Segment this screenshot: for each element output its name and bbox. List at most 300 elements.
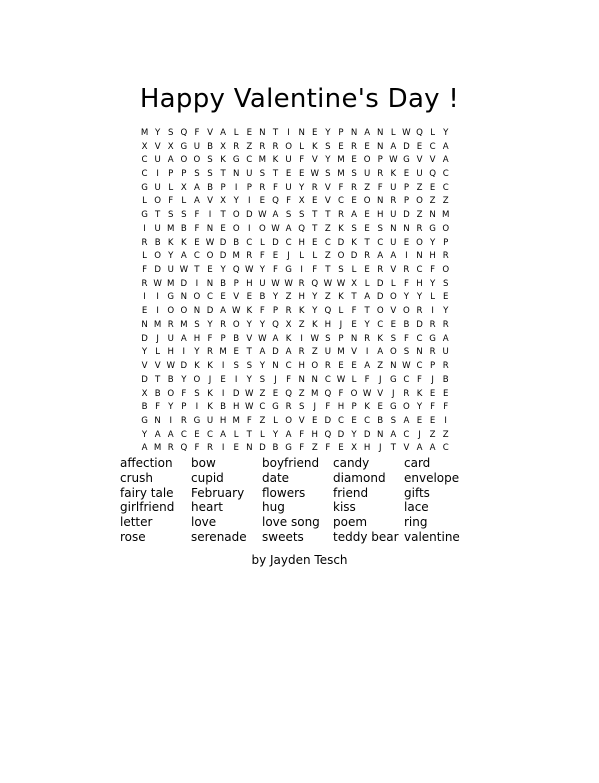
grid-letter: U — [206, 415, 214, 426]
grid-letter: N — [206, 278, 214, 289]
grid-letter: T — [246, 429, 252, 440]
grid-letter: Y — [259, 319, 266, 330]
grid-letter: L — [430, 127, 435, 138]
word-list-item: poem — [333, 515, 368, 530]
word-list-item: bow — [191, 456, 216, 470]
grid-letter: S — [194, 388, 200, 399]
grid-letter: V — [207, 196, 213, 207]
grid-letter: Y — [181, 374, 187, 385]
grid-letter: G — [285, 265, 292, 276]
grid-letter: F — [273, 182, 278, 193]
grid-letter: O — [389, 347, 397, 358]
grid-letter: J — [392, 388, 395, 399]
grid-row — [138, 291, 452, 305]
grid-letter: B — [272, 443, 279, 454]
grid-letter: L — [259, 237, 265, 248]
grid-letter: O — [232, 319, 240, 330]
grid-letter: N — [311, 374, 318, 385]
grid-letter: W — [245, 265, 254, 276]
grid-letter: W — [310, 333, 320, 344]
grid-letter: J — [313, 402, 317, 413]
grid-letter: K — [390, 169, 397, 180]
grid-row — [138, 195, 452, 209]
grid-letter: R — [259, 141, 266, 152]
grid-letter: N — [377, 127, 384, 138]
grid-letter: I — [221, 443, 225, 454]
grid-letter: N — [298, 374, 305, 385]
grid-letter: Z — [324, 251, 331, 262]
grid-letter: O — [167, 388, 175, 399]
grid-letter: A — [364, 127, 371, 138]
grid-letter: E — [246, 127, 253, 138]
grid-letter: C — [337, 196, 344, 207]
grid-letter: U — [285, 182, 292, 193]
grid-letter: E — [442, 388, 449, 399]
grid-letter: R — [377, 169, 384, 180]
grid-letter: S — [325, 141, 331, 152]
grid-letter: Y — [312, 292, 318, 303]
grid-letter: L — [233, 429, 239, 440]
grid-letter: F — [194, 210, 200, 221]
grid-letter: Y — [443, 127, 449, 138]
grid-letter: F — [325, 443, 331, 454]
grid-letter: X — [220, 196, 227, 207]
grid-letter: A — [180, 333, 187, 344]
grid-letter: F — [259, 306, 265, 317]
grid-letter: U — [167, 333, 174, 344]
grid-letter: C — [416, 265, 423, 276]
grid-letter: F — [403, 333, 409, 344]
grid-letter: L — [259, 429, 265, 440]
grid-letter: E — [351, 319, 357, 330]
grid-letter: O — [350, 388, 358, 399]
grid-letter: E — [403, 237, 410, 248]
grid-letter: I — [287, 127, 290, 138]
grid-letter: Y — [325, 127, 331, 138]
grid-letter: N — [141, 319, 148, 330]
grid-letter: R — [259, 182, 266, 193]
grid-letter: Z — [324, 292, 331, 303]
grid-letter: A — [167, 429, 174, 440]
grid-letter: Q — [272, 196, 279, 207]
grid-letter: Y — [312, 306, 318, 317]
grid-letter: C — [193, 251, 200, 262]
grid-letter: N — [246, 443, 253, 454]
grid-letter: E — [429, 415, 436, 426]
grid-letter: O — [285, 415, 292, 426]
grid-letter: G — [272, 402, 279, 413]
grid-letter: R — [324, 361, 331, 372]
grid-letter: Y — [351, 429, 357, 440]
grid-letter: E — [194, 237, 200, 248]
grid-letter: L — [181, 196, 187, 207]
grid-letter: R — [442, 319, 449, 330]
grid-letter: H — [219, 415, 227, 426]
word-list-item: flowers — [262, 485, 306, 500]
grid-letter: B — [141, 402, 148, 413]
grid-letter: E — [416, 415, 423, 426]
grid-letter: E — [220, 374, 226, 385]
grid-letter: F — [286, 196, 292, 207]
grid-letter: O — [154, 196, 162, 207]
grid-letter: W — [179, 265, 189, 276]
grid-letter: C — [141, 155, 148, 166]
grid-letter: Q — [272, 319, 279, 330]
grid-letter: O — [232, 210, 240, 221]
grid-letter: M — [140, 127, 149, 138]
grid-letter: O — [206, 251, 214, 262]
grid-letter: C — [259, 402, 266, 413]
grid-letter: L — [155, 347, 161, 358]
grid-letter: W — [258, 210, 267, 221]
grid-letter: H — [246, 278, 253, 289]
grid-letter: E — [259, 196, 266, 207]
grid-letter: W — [231, 306, 241, 317]
grid-letter: R — [416, 306, 423, 317]
grid-letter: D — [219, 251, 227, 262]
grid-letter: P — [181, 402, 187, 413]
grid-letter: Z — [416, 210, 423, 221]
grid-letter: K — [207, 388, 213, 399]
grid-letter: C — [207, 292, 214, 303]
grid-letter: J — [431, 374, 434, 385]
grid-letter: D — [219, 237, 227, 248]
grid-letter: E — [312, 196, 318, 207]
grid-letter: Y — [299, 182, 305, 193]
grid-letter: F — [430, 265, 436, 276]
grid-letter: H — [363, 443, 371, 454]
grid-letter: E — [364, 210, 370, 221]
grid-letter: E — [364, 265, 370, 276]
grid-letter: R — [442, 361, 449, 372]
grid-row — [138, 263, 452, 277]
grid-letter: U — [285, 155, 292, 166]
grid-letter: L — [299, 251, 305, 262]
grid-letter: A — [220, 127, 227, 138]
grid-letter: E — [298, 169, 305, 180]
grid-letter: R — [298, 347, 305, 358]
grid-letter: L — [364, 278, 370, 289]
grid-letter: N — [154, 415, 161, 426]
grid-letter: Y — [246, 319, 252, 330]
grid-letter: U — [390, 237, 397, 248]
grid-letter: V — [416, 155, 423, 166]
grid-letter: R — [141, 278, 148, 289]
grid-letter: R — [246, 251, 253, 262]
grid-letter: R — [351, 182, 358, 193]
grid-letter: E — [364, 141, 370, 152]
grid-letter: R — [337, 210, 344, 221]
grid-letter: T — [220, 210, 226, 221]
grid-letter: Y — [233, 196, 239, 207]
grid-letter: A — [364, 361, 371, 372]
grid-letter: U — [259, 278, 266, 289]
grid-row — [138, 304, 452, 318]
grid-letter: X — [285, 319, 292, 330]
grid-letter: C — [246, 237, 253, 248]
grid-letter: M — [337, 347, 345, 358]
word-list-item: diamond — [333, 470, 386, 485]
grid-letter: H — [232, 402, 240, 413]
grid-letter: W — [245, 402, 254, 413]
grid-letter: V — [207, 127, 213, 138]
grid-letter: Z — [442, 196, 449, 207]
grid-letter: C — [246, 155, 253, 166]
grid-letter: F — [142, 265, 148, 276]
grid-letter: W — [362, 388, 372, 399]
grid-letter: Z — [285, 292, 292, 303]
grid-letter: B — [207, 141, 213, 152]
grid-letter: G — [232, 155, 240, 166]
grid-letter: O — [416, 237, 423, 248]
author-byline: by Jayden Tesch — [251, 553, 348, 567]
grid-letter: U — [154, 223, 161, 234]
grid-letter: Q — [324, 388, 332, 399]
grid-letter: B — [403, 319, 410, 330]
grid-letter: V — [233, 292, 240, 303]
grid-row — [138, 428, 452, 442]
grid-letter: Z — [246, 141, 253, 152]
grid-letter: V — [429, 155, 436, 166]
grid-letter: V — [403, 443, 410, 454]
grid-row — [138, 332, 452, 346]
grid-letter: Z — [364, 182, 371, 193]
grid-letter: K — [338, 223, 344, 234]
grid-letter: J — [287, 251, 290, 262]
grid-letter: I — [182, 347, 186, 358]
grid-letter: F — [312, 265, 318, 276]
grid-letter: G — [429, 223, 436, 234]
grid-letter: A — [429, 443, 436, 454]
grid-letter: W — [336, 278, 346, 289]
grid-letter: V — [390, 306, 397, 317]
grid-letter: F — [443, 402, 449, 413]
grid-letter: U — [154, 155, 161, 166]
grid-letter: P — [168, 169, 174, 180]
grid-letter: P — [233, 278, 239, 289]
grid-letter: E — [285, 169, 292, 180]
grid-row — [138, 400, 452, 414]
grid-letter: P — [443, 237, 449, 248]
word-list-item: letter — [120, 515, 153, 530]
grid-letter: U — [390, 182, 397, 193]
word-list-item: love — [191, 515, 217, 530]
grid-letter: H — [311, 429, 318, 440]
grid-letter: V — [324, 182, 331, 193]
grid-letter: N — [390, 361, 397, 372]
grid-letter: O — [363, 155, 371, 166]
grid-letter: C — [337, 415, 344, 426]
grid-letter: O — [442, 265, 450, 276]
grid-letter: N — [272, 361, 279, 372]
grid-letter: P — [403, 182, 410, 193]
grid-letter: Z — [429, 196, 436, 207]
grid-letter: L — [390, 127, 396, 138]
grid-letter: E — [207, 265, 213, 276]
grid-letter: K — [298, 306, 305, 317]
grid-letter: I — [444, 415, 447, 426]
grid-letter: L — [338, 306, 344, 317]
grid-letter: D — [337, 237, 345, 248]
grid-letter: E — [233, 443, 239, 454]
grid-letter: Y — [141, 347, 148, 358]
grid-letter: V — [154, 361, 161, 372]
grid-letter: V — [390, 265, 397, 276]
grid-letter: A — [285, 347, 292, 358]
grid-letter: V — [141, 361, 148, 372]
grid-letter: Q — [180, 443, 188, 454]
grid-letter: A — [390, 141, 397, 152]
grid-letter: U — [167, 265, 174, 276]
grid-letter: C — [442, 169, 449, 180]
grid-letter: E — [272, 388, 279, 399]
grid-letter: L — [299, 141, 305, 152]
grid-letter: O — [416, 196, 423, 207]
grid-letter: E — [141, 306, 148, 317]
grid-letter: N — [350, 127, 358, 138]
grid-letter: K — [272, 155, 279, 166]
grid-letter: I — [208, 210, 212, 221]
grid-letter: E — [233, 347, 239, 358]
grid-letter: P — [220, 182, 226, 193]
grid-letter: Y — [416, 292, 423, 303]
word-list-item: girlfriend — [120, 500, 175, 515]
grid-letter: K — [311, 141, 318, 152]
grid-letter: E — [351, 155, 357, 166]
grid-row — [138, 277, 452, 291]
grid-letter: S — [194, 169, 200, 180]
grid-letter: S — [168, 210, 174, 221]
grid-letter: Y — [246, 374, 252, 385]
grid-letter: R — [403, 265, 410, 276]
grid-letter: S — [207, 169, 213, 180]
grid-letter: F — [168, 196, 174, 207]
grid-letter: F — [155, 402, 161, 413]
grid-letter: H — [337, 402, 345, 413]
grid-letter: N — [429, 210, 436, 221]
grid-letter: G — [389, 374, 397, 385]
grid-letter: W — [271, 223, 280, 234]
grid-row — [138, 222, 452, 236]
grid-letter: N — [259, 127, 266, 138]
grid-letter: K — [351, 237, 357, 248]
grid-letter: H — [416, 278, 423, 289]
grid-letter: D — [350, 251, 358, 262]
grid-letter: W — [336, 374, 346, 385]
grid-letter: A — [220, 306, 227, 317]
grid-letter: G — [403, 155, 410, 166]
grid-letter: C — [324, 237, 331, 248]
grid-letter: P — [351, 402, 357, 413]
grid-letter: L — [142, 251, 147, 262]
grid-letter: D — [141, 333, 148, 344]
grid-letter: R — [141, 237, 148, 248]
grid-letter: D — [245, 210, 253, 221]
grid-letter: E — [338, 443, 344, 454]
grid-letter: O — [193, 374, 201, 385]
grid-letter: S — [338, 265, 344, 276]
grid-letter: T — [155, 374, 161, 385]
grid-letter: F — [286, 374, 292, 385]
grid-letter: S — [259, 169, 266, 180]
grid-letter: E — [220, 223, 226, 234]
grid-letter: D — [141, 374, 148, 385]
grid-letter: A — [285, 429, 292, 440]
grid-letter: E — [377, 402, 383, 413]
word-list-item: serenade — [191, 529, 247, 544]
grid-letter: D — [416, 319, 423, 330]
grid-letter: C — [207, 429, 214, 440]
grid-letter: F — [181, 388, 187, 399]
grid-letter: N — [416, 251, 423, 262]
grid-letter: E — [338, 361, 344, 372]
grid-letter: T — [220, 169, 226, 180]
grid-letter: D — [206, 306, 214, 317]
grid-letter: D — [180, 361, 188, 372]
grid-letter: H — [167, 347, 174, 358]
grid-letter: M — [167, 223, 175, 234]
grid-letter: V — [351, 347, 357, 358]
grid-letter: L — [351, 374, 357, 385]
word-list-item: ring — [404, 515, 428, 530]
grid-letter: E — [220, 292, 226, 303]
grid-letter: A — [167, 155, 174, 166]
word-list-item: fairy tale — [120, 485, 174, 500]
grid-letter: X — [220, 141, 227, 152]
grid-letter: L — [273, 415, 278, 426]
grid-letter: Z — [311, 443, 318, 454]
grid-letter: W — [205, 237, 215, 248]
grid-letter: A — [154, 429, 161, 440]
grid-letter: D — [272, 237, 279, 248]
grid-letter: D — [232, 388, 240, 399]
grid-letter: R — [429, 347, 436, 358]
grid-letter: R — [351, 141, 358, 152]
grid-letter: A — [377, 251, 384, 262]
grid-letter: O — [389, 292, 397, 303]
grid-letter: M — [232, 251, 240, 262]
grid-letter: R — [285, 402, 292, 413]
grid-letter: N — [206, 223, 214, 234]
grid-letter: E — [194, 429, 200, 440]
grid-letter: Y — [403, 292, 410, 303]
grid-letter: K — [285, 333, 292, 344]
grid-letter: Y — [207, 319, 213, 330]
grid-letter: C — [403, 374, 410, 385]
word-list-item: boyfriend — [262, 456, 320, 470]
grid-row — [138, 236, 452, 250]
grid-letter: M — [311, 388, 319, 399]
grid-letter: Y — [141, 429, 148, 440]
grid-letter: R — [180, 415, 187, 426]
grid-row — [138, 318, 452, 332]
grid-letter: Y — [220, 265, 226, 276]
grid-letter: Z — [416, 182, 423, 193]
grid-letter: N — [377, 429, 384, 440]
grid-letter: A — [442, 333, 449, 344]
grid-letter: S — [377, 223, 383, 234]
grid-letter: O — [363, 196, 371, 207]
word-list-item: rose — [120, 529, 146, 544]
grid-letter: X — [180, 182, 187, 193]
grid-letter: V — [154, 141, 161, 152]
grid-letter: V — [246, 333, 253, 344]
grid-letter: Q — [298, 223, 306, 234]
word-list-item: hug — [262, 500, 285, 515]
grid-letter: L — [168, 182, 174, 193]
grid-letter: E — [403, 169, 410, 180]
grid-letter: I — [234, 182, 238, 193]
